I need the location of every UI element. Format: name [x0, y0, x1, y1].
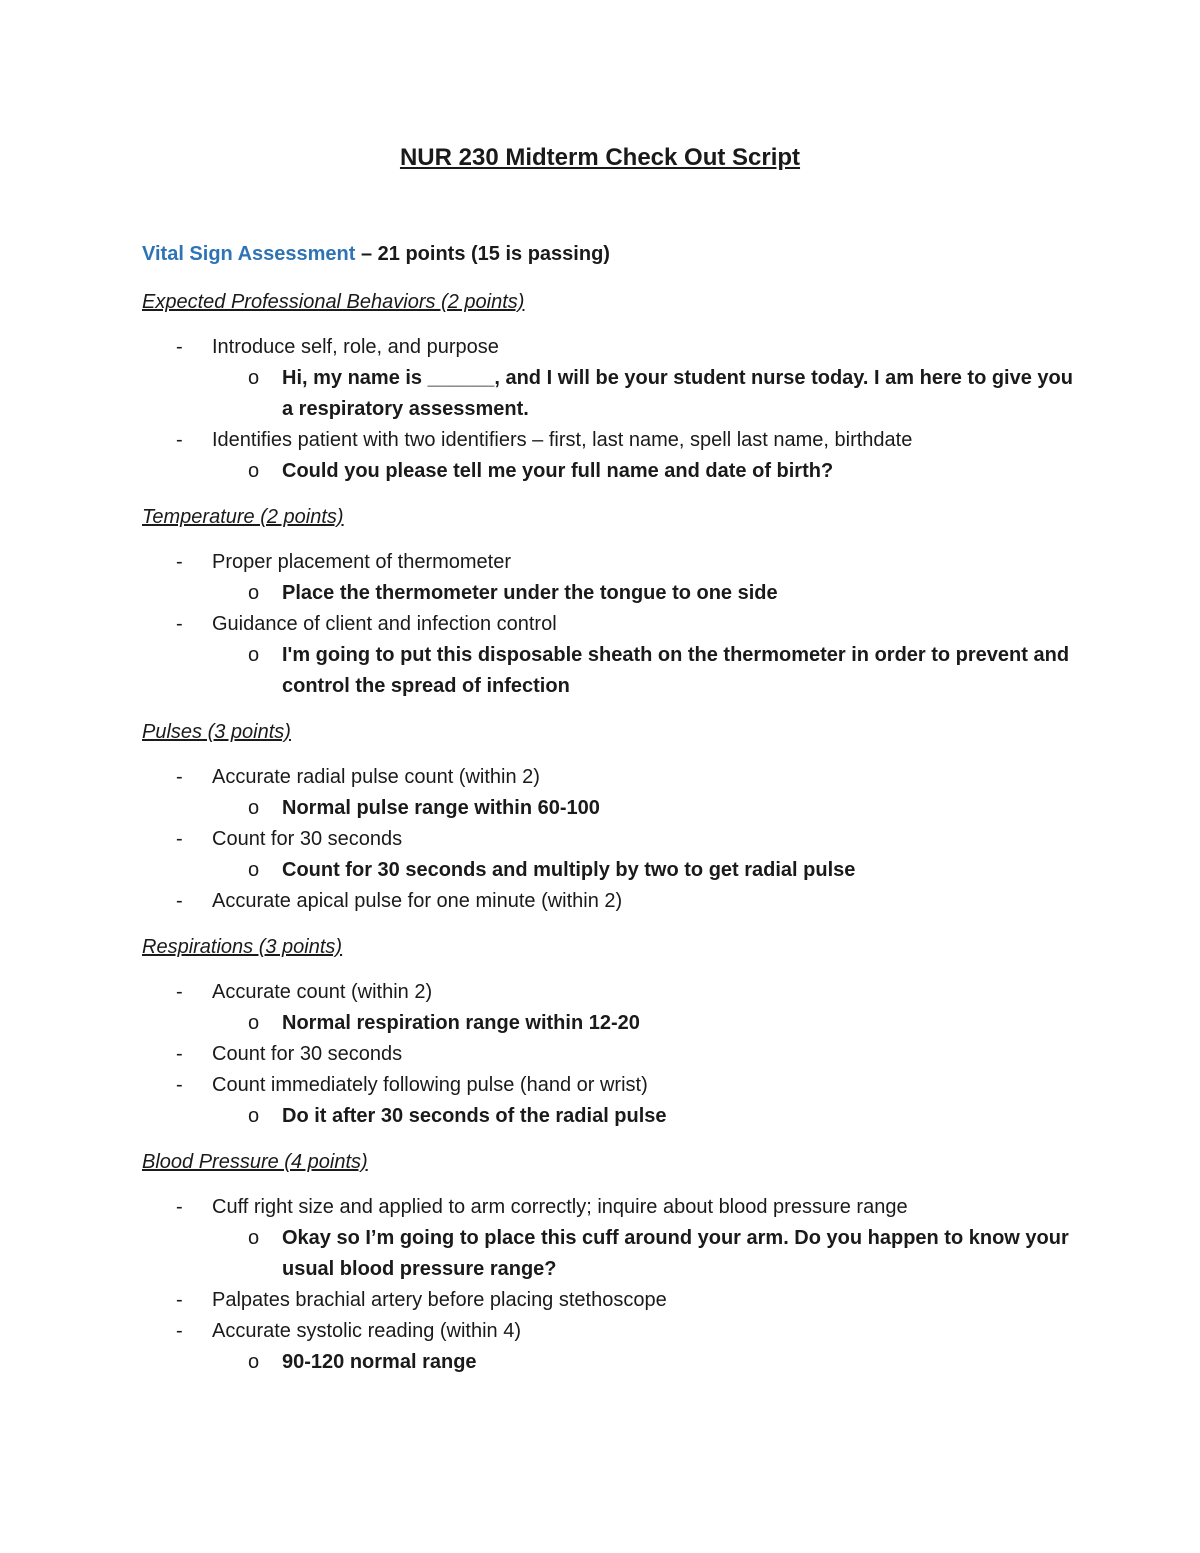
dash-bullet-icon: - [176, 890, 183, 912]
list-item-text: Accurate count (within 2) [212, 981, 433, 1003]
script-line: Normal respiration range within 12-20 [282, 1012, 640, 1034]
dash-bullet-icon: - [176, 336, 183, 358]
sub-list-item [142, 855, 1082, 886]
list-item-text: Accurate apical pulse for one minute (within 2) [212, 890, 623, 912]
list-item [142, 1192, 1082, 1223]
list-item-text: Count for 30 seconds [212, 828, 403, 850]
section [142, 934, 1082, 1132]
list-item-text: Accurate radial pulse count (within 2) [212, 766, 540, 788]
circle-bullet-icon: o [248, 1105, 260, 1127]
list-item [142, 1039, 1082, 1070]
list-item [142, 762, 1082, 793]
section [142, 289, 1082, 487]
dash-bullet-icon: - [176, 613, 183, 635]
script-line: Do it after 30 seconds of the radial pulse [282, 1105, 667, 1127]
section-heading: Expected Professional Behaviors (2 points) [142, 291, 525, 313]
section [142, 719, 1082, 917]
dash-bullet-icon: - [176, 551, 183, 573]
circle-bullet-icon: o [248, 460, 260, 482]
script-line: Count for 30 seconds and multiply by two to get radial pulse [282, 859, 856, 881]
dash-bullet-icon: - [176, 1074, 183, 1096]
script-line: Could you please tell me your full name and date of birth? [282, 460, 834, 482]
section-heading: Respirations (3 points) [142, 936, 343, 958]
circle-bullet-icon: o [248, 797, 260, 819]
list-item [142, 332, 1082, 363]
sub-list-item [142, 793, 1082, 824]
list-item [142, 824, 1082, 855]
circle-bullet-icon: o [248, 367, 260, 389]
script-line: Normal pulse range within 60-100 [282, 797, 600, 819]
sub-list-item [142, 1347, 1082, 1378]
sub-list-item [142, 1008, 1082, 1039]
circle-bullet-icon: o [248, 644, 260, 666]
list-item-text: Count immediately following pulse (hand or wrist) [212, 1074, 648, 1096]
circle-bullet-icon: o [248, 1351, 260, 1373]
sub-list-item [142, 1101, 1082, 1132]
circle-bullet-icon: o [248, 582, 260, 604]
script-line: 90-120 normal range [282, 1351, 477, 1373]
circle-bullet-icon: o [248, 1227, 260, 1249]
script-line: Hi, my name is ______, and I will be your student nurse today. I am here to give you a respiratory assessment. [282, 367, 1073, 420]
list-item-text: Proper placement of thermometer [212, 551, 512, 573]
list-item [142, 425, 1082, 456]
script-line: Place the thermometer under the tongue to one side [282, 582, 778, 604]
section [142, 1149, 1082, 1378]
list-item-text: Palpates brachial artery before placing stethoscope [212, 1289, 667, 1311]
sub-list-item [142, 1223, 1082, 1285]
list-item-text: Introduce self, role, and purpose [212, 336, 499, 358]
list-item-text: Identifies patient with two identifiers – first, last name, spell last name, birthdate [212, 429, 913, 451]
sub-list-item [142, 578, 1082, 609]
list-item-text: Guidance of client and infection control [212, 613, 557, 635]
list-item-text: Cuff right size and applied to arm correctly; inquire about blood pressure range [212, 1196, 908, 1218]
script-line: I'm going to put this disposable sheath on the thermometer in order to prevent and control the spread of infection [282, 644, 1070, 697]
sub-list-item [142, 640, 1082, 702]
list-item [142, 1316, 1082, 1347]
list-item [142, 609, 1082, 640]
list-item [142, 1285, 1082, 1316]
dash-bullet-icon: - [176, 1320, 183, 1342]
circle-bullet-icon: o [248, 859, 260, 881]
sections-container [142, 289, 1082, 1395]
assessment-points: – 21 points (15 is passing) [355, 243, 610, 265]
list-item [142, 886, 1082, 917]
section-heading: Temperature (2 points) [142, 506, 344, 528]
list-item-text: Accurate systolic reading (within 4) [212, 1320, 522, 1342]
dash-bullet-icon: - [176, 429, 183, 451]
dash-bullet-icon: - [176, 981, 183, 1003]
section [142, 504, 1082, 702]
list-item [142, 1070, 1082, 1101]
dash-bullet-icon: - [176, 1043, 183, 1065]
section-heading: Pulses (3 points) [142, 721, 291, 743]
section-heading: Blood Pressure (4 points) [142, 1151, 368, 1173]
assessment-intro [142, 243, 610, 266]
list-item [142, 977, 1082, 1008]
sub-list-item [142, 363, 1082, 425]
assessment-name: Vital Sign Assessment [142, 243, 356, 265]
list-item-text: Count for 30 seconds [212, 1043, 403, 1065]
sub-list-item [142, 456, 1082, 487]
circle-bullet-icon: o [248, 1012, 260, 1034]
list-item [142, 547, 1082, 578]
dash-bullet-icon: - [176, 766, 183, 788]
document-title: NUR 230 Midterm Check Out Script [399, 144, 801, 171]
script-line: Okay so I’m going to place this cuff around your arm. Do you happen to know your usual blood pressure range? [282, 1227, 1069, 1280]
dash-bullet-icon: - [176, 828, 183, 850]
dash-bullet-icon: - [176, 1196, 183, 1218]
dash-bullet-icon: - [176, 1289, 183, 1311]
